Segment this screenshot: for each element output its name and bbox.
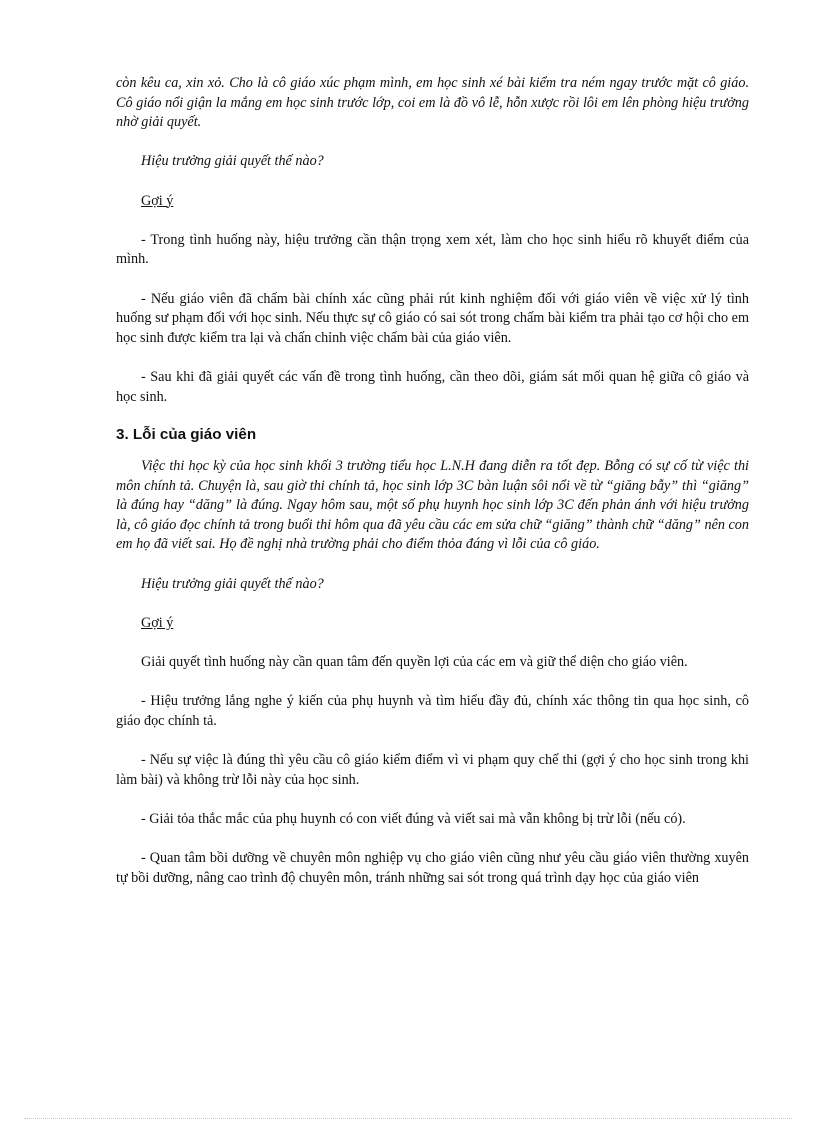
hint-text-1: Gợi ý — [141, 192, 174, 209]
hint-text-2: Gợi ý — [141, 614, 174, 631]
question-1: Hiệu trưởng giải quyết thế nào? — [141, 153, 324, 170]
document-page — [116, 74, 749, 888]
paragraph-hint-2a: Giải quyết tình huống này cần quan tâm đến quyền lợi của các em và giữ thể diện cho giáo viên. — [141, 654, 688, 671]
paragraph-case-3: Việc thi học kỳ của học sinh khối 3 trường tiểu học L.N.H đang diễn ra tốt đẹp. Bỗng có sự cố từ việc thi môn chính tả. Chuyện là, sau giờ thi chính tả, học sinh lớp 3C bàn luận sôi nổi về từ “giăng bẫy” thì “giăng” là đúng hay “dăng” là đúng. Ngay hôm sau, một số phụ huynh học sinh lớp 3C đến phản ánh với hiệu trưởng là, cô giáo đọc chính tả trong buổi thi hôm qua đã yêu cầu các em sửa chữ “giăng” thành chữ “dăng” nên con em họ đã viết sai. Họ đề nghị nhà trường phải cho điểm thỏa đáng vì lỗi của cô giáo. — [116, 458, 749, 553]
page-bottom-divider — [24, 1118, 792, 1119]
question-2: Hiệu trưởng giải quyết thế nào? — [141, 575, 324, 592]
paragraph-hint-2e: - Quan tâm bồi dưỡng về chuyên môn nghiệp vụ cho giáo viên cũng như yêu cầu giáo viên thường xuyên tự bồi dưỡng, nâng cao trình độ chuyên môn, tránh những sai sót trong quá trình dạy học của giáo viên — [116, 849, 749, 886]
paragraph-hint-1b: - Nếu giáo viên đã chấm bài chính xác cũng phải rút kinh nghiệm đối với giáo viên về việc xử lý tình huống sư phạm đối với học sinh. Nếu thực sự cô giáo có sai sót trong chấm bài kiểm tra phải tạo cơ hội cho em học sinh được kiểm tra lại và chấn chỉnh việc chấm bài của giáo viên. — [116, 290, 749, 346]
hint-label-1 — [116, 192, 749, 212]
paragraph-hint-2c: - Nếu sự việc là đúng thì yêu cầu cô giáo kiểm điểm vì vi phạm quy chế thi (gợi ý cho học sinh trong khi làm bài) và không trừ lỗi này của học sinh. — [116, 752, 749, 788]
section-heading-3: 3. Lỗi của giáo viên — [116, 426, 257, 444]
paragraph-hint-2b: - Hiệu trưởng lắng nghe ý kiến của phụ huynh và tìm hiểu đầy đủ, chính xác thông tin qua học sinh, cô giáo đọc chính tả. — [116, 693, 749, 729]
paragraph-story-end: còn kêu ca, xin xỏ. Cho là cô giáo xúc phạm mình, em học sinh xé bài kiểm tra ném ngay trước mặt cô giáo. Cô giáo nổi giận la mắng em học sinh trước lớp, coi em là đồ vô lễ, hỗn xược rồi lôi em lên phòng hiệu trưởng nhờ giải quyết. — [116, 75, 749, 131]
hint-label-2 — [116, 614, 749, 634]
paragraph-hint-1c: - Sau khi đã giải quyết các vấn đề trong tình huống, cần theo dõi, giám sát mối quan hệ giữa cô giáo và học sinh. — [116, 368, 749, 405]
paragraph-hint-2d: - Giải tỏa thắc mắc của phụ huynh có con viết đúng và viết sai mà vẫn không bị trừ lỗi (nếu có). — [141, 810, 686, 827]
paragraph-hint-1a: - Trong tình huống này, hiệu trưởng cần thận trọng xem xét, làm cho học sinh hiểu rõ khuyết điểm của mình. — [116, 231, 749, 268]
